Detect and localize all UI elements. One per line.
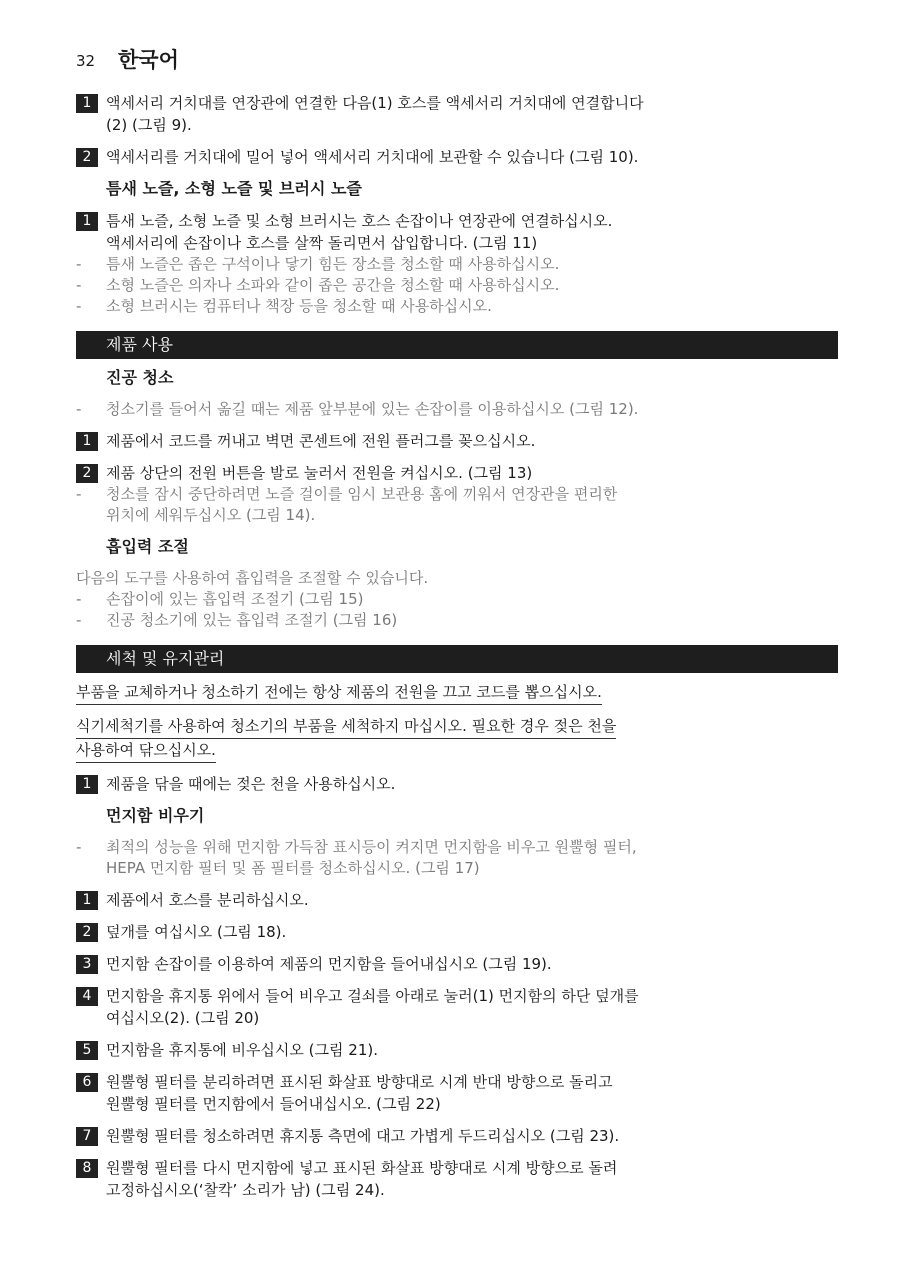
step-text-line: 원뿔형 필터를 다시 먼지함에 넣고 표시된 화살표 방향대로 시계 방향으로 돌려 xyxy=(106,1159,618,1177)
step-number-badge: 7 xyxy=(76,1127,98,1146)
accessory-step-1 xyxy=(76,92,838,136)
step-text-line: 먼지함 손잡이를 이용하여 제품의 먼지함을 들어내십시오 (그림 19). xyxy=(106,955,552,973)
nozzle-note: - 소형 브러시는 컴퓨터나 책장 등을 청소할 때 사용하십시오. xyxy=(76,297,492,315)
step-number-badge: 8 xyxy=(76,1159,98,1178)
dust-step-3 xyxy=(76,953,838,975)
warning-dishwasher xyxy=(76,715,838,763)
note-text: 소형 노즐은 의자나 소파와 같이 좁은 공간을 청소할 때 사용하십시오. xyxy=(106,276,560,294)
warning-text: 식기세척기를 사용하여 청소기의 부품을 세척하지 마십시오. 필요한 경우 젖은 천을 xyxy=(76,715,616,739)
note-text: 위치에 세워두십시오 (그림 14). xyxy=(106,506,316,524)
language-title: 한국어 xyxy=(118,48,179,72)
step-number-badge: 4 xyxy=(76,987,98,1006)
note-text: 소형 브러시는 컴퓨터나 책장 등을 청소할 때 사용하십시오. xyxy=(106,297,492,315)
step-text-line: (2) (그림 9). xyxy=(106,116,192,134)
warning-text: 부품을 교체하거나 청소하기 전에는 항상 제품의 전원을 끄고 코드를 뽑으십시오. xyxy=(76,681,602,705)
vacuum-step-2 xyxy=(76,462,838,484)
step-number-badge: 2 xyxy=(76,148,98,167)
step-number-badge: 1 xyxy=(76,212,98,231)
vacuum-note: - 청소기를 들어서 옮길 때는 제품 앞부분에 있는 손잡이를 이용하십시오 (그림 12). xyxy=(76,400,639,418)
step-text-line: 틈새 노즐, 소형 노즐 및 소형 브러시는 호스 손잡이나 연장관에 연결하십시오. xyxy=(106,212,613,230)
suction-heading: 흡입력 조절 xyxy=(106,537,189,556)
suction-intro: 다음의 도구를 사용하여 흡입력을 조절할 수 있습니다. xyxy=(76,569,429,587)
step-text-line: 먼지함을 휴지통 위에서 들어 비우고 걸쇠를 아래로 눌러(1) 먼지함의 하단 덮개를 xyxy=(106,987,639,1005)
step-number-badge: 1 xyxy=(76,891,98,910)
step-text-line: 액세서리에 손잡이나 호스를 살짝 돌리면서 삽입합니다. (그림 11) xyxy=(106,234,538,252)
note-text: HEPA 먼지함 필터 및 폼 필터를 청소하십시오. (그림 17) xyxy=(106,859,480,877)
nozzle-note: - 소형 노즐은 의자나 소파와 같이 좁은 공간을 청소할 때 사용하십시오. xyxy=(76,276,560,294)
step-text-line: 제품 상단의 전원 버튼을 발로 눌러서 전원을 켜십시오. (그림 13) xyxy=(106,464,533,482)
warning-text: 사용하여 닦으십시오. xyxy=(76,739,216,763)
step-text-line: 원뿔형 필터를 분리하려면 표시된 화살표 방향대로 시계 반대 방향으로 돌리고 xyxy=(106,1073,613,1091)
section-bar-product-use: 제품 사용 xyxy=(76,331,838,359)
step-text-line: 액세서리를 거치대에 밀어 넣어 액세서리 거치대에 보관할 수 있습니다 (그림 10). xyxy=(106,148,639,166)
step-number-badge: 6 xyxy=(76,1073,98,1092)
nozzle-heading: 틈새 노즐, 소형 노즐 및 브러시 노즐 xyxy=(106,179,362,198)
step-text-line: 먼지함을 휴지통에 비우십시오 (그림 21). xyxy=(106,1041,378,1059)
dust-step-2 xyxy=(76,921,838,943)
step-text-line: 여십시오(2). (그림 20) xyxy=(106,1009,260,1027)
accessory-step-2 xyxy=(76,146,838,168)
step-text-line: 제품에서 코드를 꺼내고 벽면 콘센트에 전원 플러그를 꽂으십시오. xyxy=(106,432,536,450)
note-text: 진공 청소기에 있는 흡입력 조절기 (그림 16) xyxy=(106,611,398,629)
step-text-line: 제품에서 호스를 분리하십시오. xyxy=(106,891,309,909)
section-bar-maintenance: 세척 및 유지관리 xyxy=(76,645,838,673)
dust-step-8 xyxy=(76,1157,838,1201)
vacuum-step-1 xyxy=(76,430,838,452)
nozzle-note: - 틈새 노즐은 좁은 구석이나 닿기 힘든 장소를 청소할 때 사용하십시오. xyxy=(76,255,560,273)
note-text: 청소기를 들어서 옮길 때는 제품 앞부분에 있는 손잡이를 이용하십시오 (그림 12). xyxy=(106,400,639,418)
nozzle-step-1 xyxy=(76,210,838,254)
dust-step-6 xyxy=(76,1071,838,1115)
step-text-line: 원뿔형 필터를 청소하려면 휴지통 측면에 대고 가볍게 두드리십시오 (그림 23). xyxy=(106,1127,620,1145)
dust-step-7 xyxy=(76,1125,838,1147)
step-number-badge: 1 xyxy=(76,94,98,113)
page-content xyxy=(76,92,838,1211)
dust-container-note: - 최적의 성능을 위해 먼지함 가득참 표시등이 켜지면 먼지함을 비우고 원뿔형 필터, HEPA 먼지함 필터 및 폼 필터를 청소하십시오. (그림 17) xyxy=(76,838,637,877)
note-text: 청소를 잠시 중단하려면 노즐 걸이를 임시 보관용 홈에 끼워서 연장관을 편리한 xyxy=(106,485,618,503)
step-text-line: 덮개를 여십시오 (그림 18). xyxy=(106,923,287,941)
step-text-line: 원뿔형 필터를 먼지함에서 들어내십시오. (그림 22) xyxy=(106,1095,441,1113)
step-number-badge: 3 xyxy=(76,955,98,974)
dust-container-heading: 먼지함 비우기 xyxy=(106,806,205,825)
step-number-badge: 2 xyxy=(76,464,98,483)
vacuum-step-2-note: - 청소를 잠시 중단하려면 노즐 걸이를 임시 보관용 홈에 끼워서 연장관을 편리한 위치에 세워두십시오 (그림 14). xyxy=(76,485,618,524)
suction-note: - 진공 청소기에 있는 흡입력 조절기 (그림 16) xyxy=(76,611,398,629)
step-number-badge: 1 xyxy=(76,775,98,794)
maintenance-step-1 xyxy=(76,773,838,795)
step-number-badge: 1 xyxy=(76,432,98,451)
note-text: 손잡이에 있는 흡입력 조절기 (그림 15) xyxy=(106,590,364,608)
dust-step-1 xyxy=(76,889,838,911)
suction-note: - 손잡이에 있는 흡입력 조절기 (그림 15) xyxy=(76,590,364,608)
dust-step-5 xyxy=(76,1039,838,1061)
note-text: 틈새 노즐은 좁은 구석이나 닿기 힘든 장소를 청소할 때 사용하십시오. xyxy=(106,255,560,273)
note-text: 최적의 성능을 위해 먼지함 가득참 표시등이 켜지면 먼지함을 비우고 원뿔형 필터, xyxy=(106,838,637,856)
vacuum-heading: 진공 청소 xyxy=(106,368,174,387)
dust-step-4 xyxy=(76,985,838,1029)
warning-unplug xyxy=(76,681,838,705)
step-text-line: 고정하십시오(‘찰칵’ 소리가 남) (그림 24). xyxy=(106,1181,385,1199)
step-text-line: 액세서리 거치대를 연장관에 연결한 다음(1) 호스를 액세서리 거치대에 연결합니다 xyxy=(106,94,644,112)
page-number: 32 xyxy=(76,52,96,70)
step-number-badge: 2 xyxy=(76,923,98,942)
step-number-badge: 5 xyxy=(76,1041,98,1060)
step-text-line: 제품을 닦을 때에는 젖은 천을 사용하십시오. xyxy=(106,775,396,793)
